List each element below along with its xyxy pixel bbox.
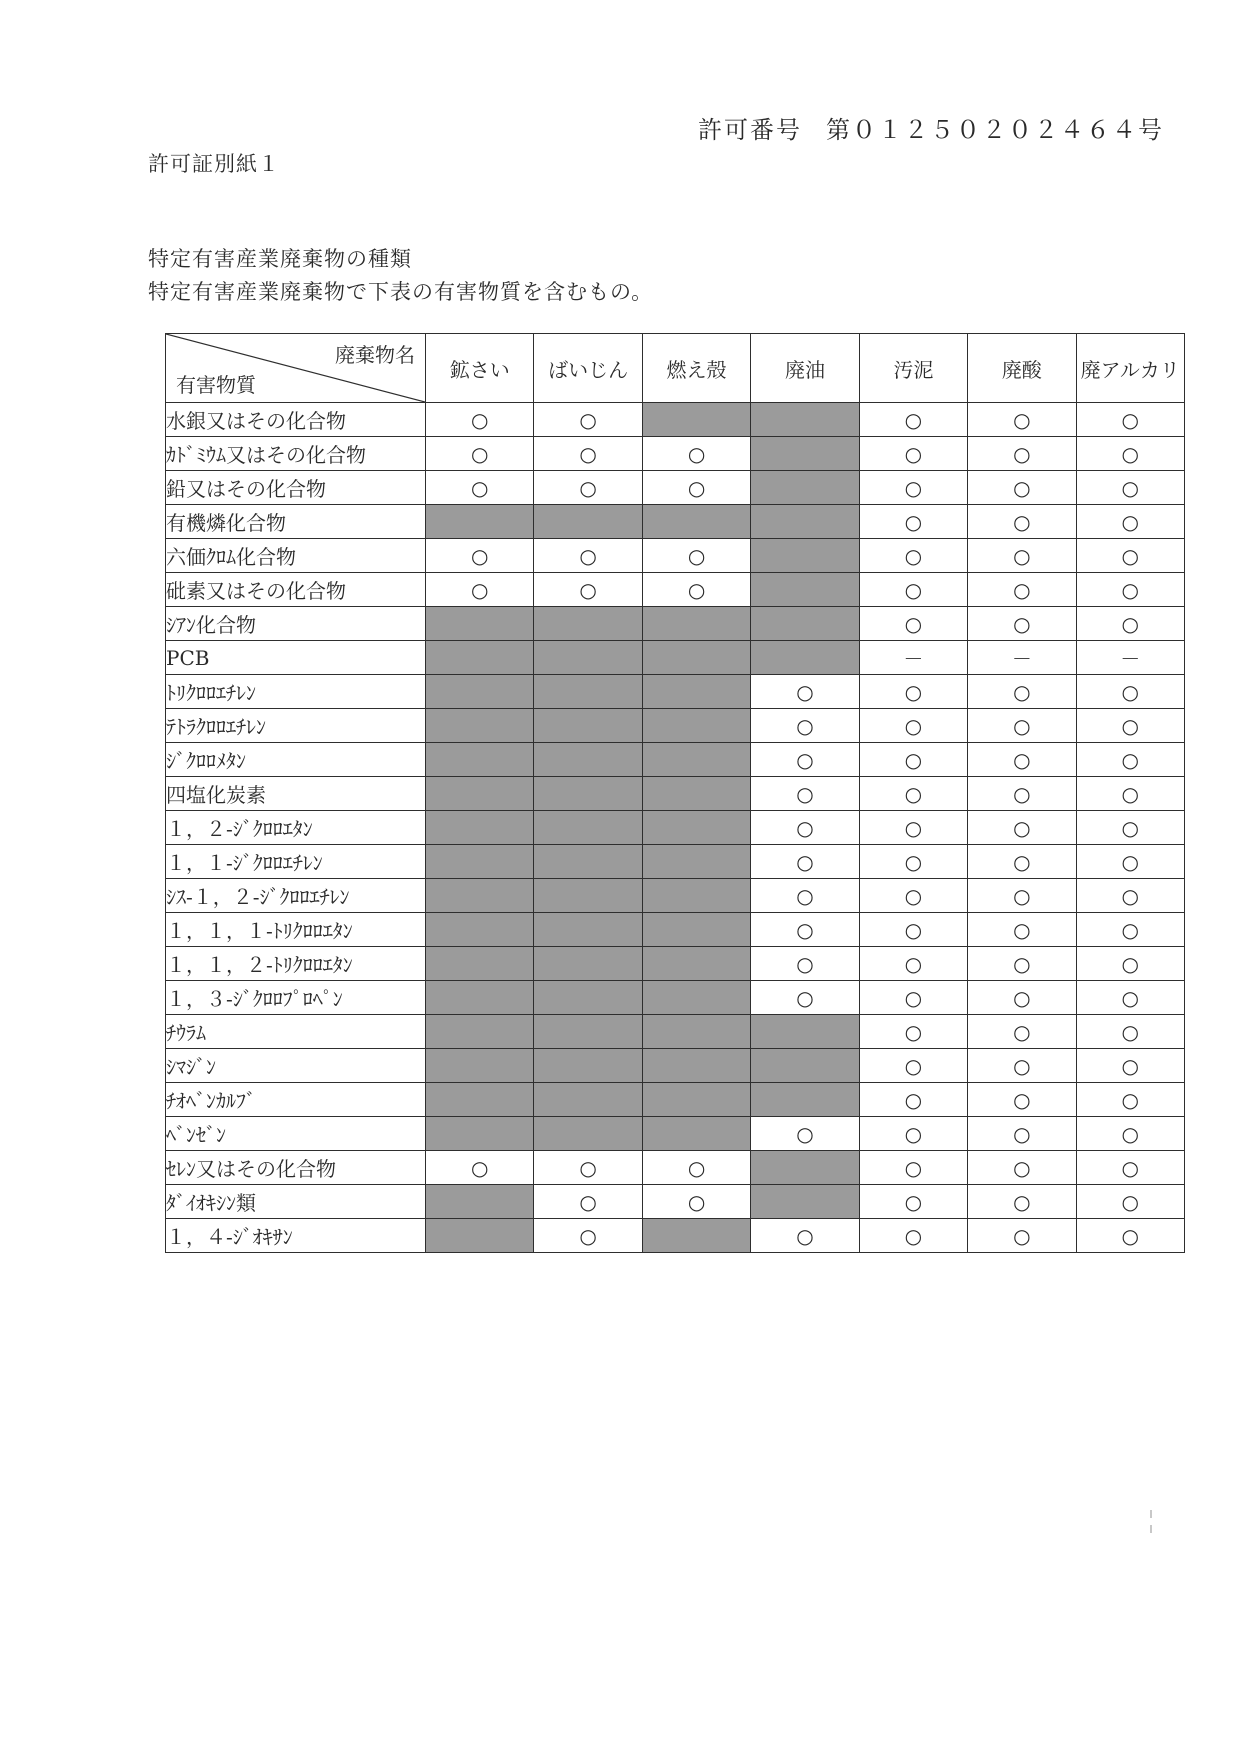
applicable-mark-cell: ○ (1076, 811, 1184, 845)
applicable-mark-cell: ○ (1076, 505, 1184, 539)
applicable-mark-cell: ○ (968, 777, 1076, 811)
shaded-na-cell (751, 539, 859, 573)
shaded-na-cell (426, 1049, 534, 1083)
shaded-na-cell (426, 811, 534, 845)
applicable-mark-cell: ○ (859, 675, 967, 709)
substance-name-cell: 有機燐化合物 (166, 505, 426, 539)
shaded-na-cell (534, 913, 642, 947)
corner-label-waste: 廃棄物名 (335, 343, 415, 367)
applicable-mark-cell: ○ (1076, 1083, 1184, 1117)
applicable-mark-cell: ○ (534, 1151, 642, 1185)
shaded-na-cell (751, 471, 859, 505)
applicable-mark-cell: ○ (859, 573, 967, 607)
substance-name-cell: ｾﾚﾝ又はその化合物 (166, 1151, 426, 1185)
applicable-mark-cell: ○ (859, 743, 967, 777)
applicable-mark-cell: ○ (426, 471, 534, 505)
shaded-na-cell (534, 675, 642, 709)
heading-waste-types: 特定有害産業廃棄物の種類 (148, 247, 412, 271)
shaded-na-cell (642, 675, 750, 709)
applicable-mark-cell: ○ (1076, 471, 1184, 505)
applicable-mark-cell: ○ (859, 1083, 967, 1117)
applicable-mark-cell: ○ (968, 947, 1076, 981)
table-row (166, 403, 1185, 437)
shaded-na-cell (534, 947, 642, 981)
applicable-mark-cell: ○ (1076, 437, 1184, 471)
table-row (166, 573, 1185, 607)
applicable-mark-cell: ○ (534, 1185, 642, 1219)
applicable-mark-cell: ○ (642, 573, 750, 607)
applicable-mark-cell: ○ (534, 1219, 642, 1253)
shaded-na-cell (751, 1083, 859, 1117)
shaded-na-cell (426, 505, 534, 539)
applicable-mark-cell: ○ (642, 1151, 750, 1185)
substance-name-cell: ｼｽ-１，２-ｼﾞｸﾛﾛｴﾁﾚﾝ (166, 879, 426, 913)
applicable-mark-cell: ○ (859, 403, 967, 437)
table-row (166, 879, 1185, 913)
shaded-na-cell (642, 913, 750, 947)
table-row (166, 505, 1185, 539)
shaded-na-cell (534, 1117, 642, 1151)
table-row (166, 471, 1185, 505)
applicable-mark-cell: ○ (859, 1219, 967, 1253)
applicable-mark-cell: ○ (751, 709, 859, 743)
substance-name-cell: ﾁｵﾍﾞﾝｶﾙﾌﾞ (166, 1083, 426, 1117)
substance-name-cell: 六価ｸﾛﾑ化合物 (166, 539, 426, 573)
attachment-title: 許可証別紙１ (148, 152, 280, 176)
applicable-mark-cell: ○ (1076, 573, 1184, 607)
dash-mark-cell: － (968, 641, 1076, 675)
shaded-na-cell (534, 505, 642, 539)
shaded-na-cell (426, 845, 534, 879)
shaded-na-cell (534, 981, 642, 1015)
applicable-mark-cell: ○ (859, 437, 967, 471)
applicable-mark-cell: ○ (1076, 947, 1184, 981)
table-row (166, 1083, 1185, 1117)
table-row (166, 1185, 1185, 1219)
shaded-na-cell (751, 437, 859, 471)
applicable-mark-cell: ○ (751, 777, 859, 811)
applicable-mark-cell: ○ (751, 1219, 859, 1253)
table-row (166, 811, 1185, 845)
shaded-na-cell (642, 403, 750, 437)
table-row (166, 981, 1185, 1015)
shaded-na-cell (751, 505, 859, 539)
shaded-na-cell (534, 709, 642, 743)
applicable-mark-cell: ○ (968, 879, 1076, 913)
shaded-na-cell (426, 777, 534, 811)
shaded-na-cell (426, 709, 534, 743)
table-row (166, 641, 1185, 675)
scan-speck (1150, 1510, 1152, 1518)
table-row (166, 709, 1185, 743)
corner-header-cell (166, 334, 426, 403)
permit-number-value: 第０１２５０２０２４６４号 (826, 116, 1164, 144)
table-row (166, 437, 1185, 471)
applicable-mark-cell: ○ (968, 913, 1076, 947)
shaded-na-cell (642, 505, 750, 539)
substance-name-cell: ﾁｳﾗﾑ (166, 1015, 426, 1049)
shaded-na-cell (642, 845, 750, 879)
applicable-mark-cell: ○ (1076, 675, 1184, 709)
table-row (166, 913, 1185, 947)
table-row (166, 947, 1185, 981)
applicable-mark-cell: ○ (968, 743, 1076, 777)
shaded-na-cell (426, 1083, 534, 1117)
applicable-mark-cell: ○ (968, 1219, 1076, 1253)
substance-name-cell: 四塩化炭素 (166, 777, 426, 811)
applicable-mark-cell: ○ (642, 539, 750, 573)
shaded-na-cell (534, 607, 642, 641)
shaded-na-cell (426, 913, 534, 947)
shaded-na-cell (534, 1015, 642, 1049)
applicable-mark-cell: ○ (968, 403, 1076, 437)
shaded-na-cell (426, 947, 534, 981)
applicable-mark-cell: ○ (968, 573, 1076, 607)
table-row (166, 1219, 1185, 1253)
shaded-na-cell (751, 641, 859, 675)
applicable-mark-cell: ○ (968, 1015, 1076, 1049)
permit-number (698, 110, 1164, 145)
shaded-na-cell (642, 1015, 750, 1049)
applicable-mark-cell: ○ (968, 539, 1076, 573)
applicable-mark-cell: ○ (751, 913, 859, 947)
shaded-na-cell (426, 1219, 534, 1253)
table-row (166, 1151, 1185, 1185)
applicable-mark-cell: ○ (1076, 743, 1184, 777)
applicable-mark-cell: ○ (426, 437, 534, 471)
shaded-na-cell (751, 573, 859, 607)
column-header: 廃油 (751, 334, 859, 403)
applicable-mark-cell: ○ (426, 539, 534, 573)
substance-name-cell: ﾍﾞﾝｾﾞﾝ (166, 1117, 426, 1151)
applicable-mark-cell: ○ (968, 811, 1076, 845)
substance-name-cell: １，３-ｼﾞｸﾛﾛﾌﾟﾛﾍﾟﾝ (166, 981, 426, 1015)
applicable-mark-cell: ○ (859, 1049, 967, 1083)
shaded-na-cell (534, 743, 642, 777)
applicable-mark-cell: ○ (859, 913, 967, 947)
applicable-mark-cell: ○ (534, 573, 642, 607)
shaded-na-cell (642, 947, 750, 981)
applicable-mark-cell: ○ (968, 505, 1076, 539)
shaded-na-cell (642, 1049, 750, 1083)
shaded-na-cell (642, 743, 750, 777)
shaded-na-cell (642, 981, 750, 1015)
table-row (166, 1117, 1185, 1151)
applicable-mark-cell: ○ (751, 947, 859, 981)
applicable-mark-cell: ○ (642, 471, 750, 505)
applicable-mark-cell: ○ (1076, 913, 1184, 947)
applicable-mark-cell: ○ (968, 1151, 1076, 1185)
applicable-mark-cell: ○ (1076, 539, 1184, 573)
applicable-mark-cell: ○ (1076, 607, 1184, 641)
applicable-mark-cell: ○ (859, 879, 967, 913)
shaded-na-cell (534, 811, 642, 845)
table-row (166, 743, 1185, 777)
applicable-mark-cell: ○ (859, 947, 967, 981)
shaded-na-cell (426, 879, 534, 913)
applicable-mark-cell: ○ (534, 403, 642, 437)
hazardous-substance-table (165, 333, 1185, 1253)
applicable-mark-cell: ○ (751, 879, 859, 913)
shaded-na-cell (426, 1117, 534, 1151)
applicable-mark-cell: ○ (1076, 1117, 1184, 1151)
shaded-na-cell (751, 403, 859, 437)
substance-name-cell: ｼｱﾝ化合物 (166, 607, 426, 641)
substance-name-cell: １，１-ｼﾞｸﾛﾛｴﾁﾚﾝ (166, 845, 426, 879)
column-header: 廃アルカリ (1076, 334, 1184, 403)
applicable-mark-cell: ○ (1076, 879, 1184, 913)
applicable-mark-cell: ○ (859, 709, 967, 743)
applicable-mark-cell: ○ (534, 539, 642, 573)
corner-label-substance: 有害物質 (176, 373, 256, 397)
applicable-mark-cell: ○ (968, 981, 1076, 1015)
substance-name-cell: ｼﾏｼﾞﾝ (166, 1049, 426, 1083)
applicable-mark-cell: ○ (1076, 845, 1184, 879)
column-header: 鉱さい (426, 334, 534, 403)
shaded-na-cell (751, 1151, 859, 1185)
shaded-na-cell (534, 641, 642, 675)
shaded-na-cell (534, 1049, 642, 1083)
applicable-mark-cell: ○ (859, 1117, 967, 1151)
applicable-mark-cell: ○ (534, 471, 642, 505)
substance-name-cell: 鉛又はその化合物 (166, 471, 426, 505)
substance-name-cell: ﾄﾘｸﾛﾛｴﾁﾚﾝ (166, 675, 426, 709)
applicable-mark-cell: ○ (859, 811, 967, 845)
shaded-na-cell (426, 607, 534, 641)
applicable-mark-cell: ○ (1076, 777, 1184, 811)
table-header-row (166, 334, 1185, 403)
permit-number-label: 許可番号 (698, 116, 802, 144)
applicable-mark-cell: ○ (1076, 1219, 1184, 1253)
column-header: 廃酸 (968, 334, 1076, 403)
applicable-mark-cell: ○ (751, 845, 859, 879)
applicable-mark-cell: ○ (968, 437, 1076, 471)
applicable-mark-cell: ○ (968, 607, 1076, 641)
applicable-mark-cell: ○ (426, 573, 534, 607)
shaded-na-cell (426, 981, 534, 1015)
applicable-mark-cell: ○ (859, 539, 967, 573)
shaded-na-cell (426, 1015, 534, 1049)
table-row (166, 1049, 1185, 1083)
shaded-na-cell (534, 1083, 642, 1117)
shaded-na-cell (751, 607, 859, 641)
shaded-na-cell (642, 607, 750, 641)
applicable-mark-cell: ○ (534, 437, 642, 471)
shaded-na-cell (426, 641, 534, 675)
substance-name-cell: ｶﾄﾞﾐｳﾑ又はその化合物 (166, 437, 426, 471)
applicable-mark-cell: ○ (968, 709, 1076, 743)
shaded-na-cell (426, 675, 534, 709)
substance-name-cell: 砒素又はその化合物 (166, 573, 426, 607)
applicable-mark-cell: ○ (968, 845, 1076, 879)
applicable-mark-cell: ○ (859, 471, 967, 505)
substance-name-cell: ﾀﾞｲｵｷｼﾝ類 (166, 1185, 426, 1219)
dash-mark-cell: － (1076, 641, 1184, 675)
shaded-na-cell (642, 1219, 750, 1253)
applicable-mark-cell: ○ (859, 1151, 967, 1185)
applicable-mark-cell: ○ (751, 743, 859, 777)
applicable-mark-cell: ○ (859, 505, 967, 539)
shaded-na-cell (426, 743, 534, 777)
shaded-na-cell (642, 709, 750, 743)
applicable-mark-cell: ○ (968, 1049, 1076, 1083)
column-header: ばいじん (534, 334, 642, 403)
applicable-mark-cell: ○ (751, 981, 859, 1015)
applicable-mark-cell: ○ (859, 1185, 967, 1219)
substance-name-cell: １，２-ｼﾞｸﾛﾛｴﾀﾝ (166, 811, 426, 845)
applicable-mark-cell: ○ (1076, 709, 1184, 743)
applicable-mark-cell: ○ (968, 1117, 1076, 1151)
column-header: 汚泥 (859, 334, 967, 403)
substance-name-cell: １，４-ｼﾞｵｷｻﾝ (166, 1219, 426, 1253)
applicable-mark-cell: ○ (968, 471, 1076, 505)
shaded-na-cell (642, 777, 750, 811)
shaded-na-cell (534, 879, 642, 913)
scan-speck (1150, 1525, 1152, 1533)
table-row (166, 539, 1185, 573)
applicable-mark-cell: ○ (968, 675, 1076, 709)
applicable-mark-cell: ○ (642, 437, 750, 471)
shaded-na-cell (751, 1049, 859, 1083)
applicable-mark-cell: ○ (859, 607, 967, 641)
shaded-na-cell (751, 1185, 859, 1219)
column-header: 燃え殻 (642, 334, 750, 403)
shaded-na-cell (426, 1185, 534, 1219)
substance-name-cell: PCB (166, 641, 426, 675)
shaded-na-cell (534, 777, 642, 811)
applicable-mark-cell: ○ (1076, 1185, 1184, 1219)
applicable-mark-cell: ○ (1076, 1151, 1184, 1185)
substance-name-cell: １，１，１-ﾄﾘｸﾛﾛｴﾀﾝ (166, 913, 426, 947)
applicable-mark-cell: ○ (859, 777, 967, 811)
shaded-na-cell (642, 879, 750, 913)
shaded-na-cell (534, 845, 642, 879)
heading-description: 特定有害産業廃棄物で下表の有害物質を含むもの。 (148, 280, 654, 304)
applicable-mark-cell: ○ (859, 981, 967, 1015)
applicable-mark-cell: ○ (642, 1185, 750, 1219)
applicable-mark-cell: ○ (1076, 1015, 1184, 1049)
applicable-mark-cell: ○ (751, 811, 859, 845)
shaded-na-cell (642, 1083, 750, 1117)
applicable-mark-cell: ○ (426, 1151, 534, 1185)
table-row (166, 845, 1185, 879)
table-row (166, 777, 1185, 811)
substance-name-cell: 水銀又はその化合物 (166, 403, 426, 437)
table-row (166, 675, 1185, 709)
applicable-mark-cell: ○ (968, 1185, 1076, 1219)
shaded-na-cell (642, 1117, 750, 1151)
applicable-mark-cell: ○ (1076, 1049, 1184, 1083)
applicable-mark-cell: ○ (751, 1117, 859, 1151)
substance-name-cell: ｼﾞｸﾛﾛﾒﾀﾝ (166, 743, 426, 777)
applicable-mark-cell: ○ (751, 675, 859, 709)
substance-name-cell: ﾃﾄﾗｸﾛﾛｴﾁﾚﾝ (166, 709, 426, 743)
table-body (166, 403, 1185, 1253)
shaded-na-cell (642, 641, 750, 675)
table-row (166, 607, 1185, 641)
applicable-mark-cell: ○ (1076, 981, 1184, 1015)
applicable-mark-cell: ○ (859, 1015, 967, 1049)
substance-name-cell: １，１，２-ﾄﾘｸﾛﾛｴﾀﾝ (166, 947, 426, 981)
applicable-mark-cell: ○ (859, 845, 967, 879)
table-row (166, 1015, 1185, 1049)
applicable-mark-cell: ○ (426, 403, 534, 437)
dash-mark-cell: － (859, 641, 967, 675)
shaded-na-cell (751, 1015, 859, 1049)
shaded-na-cell (642, 811, 750, 845)
applicable-mark-cell: ○ (1076, 403, 1184, 437)
applicable-mark-cell: ○ (968, 1083, 1076, 1117)
